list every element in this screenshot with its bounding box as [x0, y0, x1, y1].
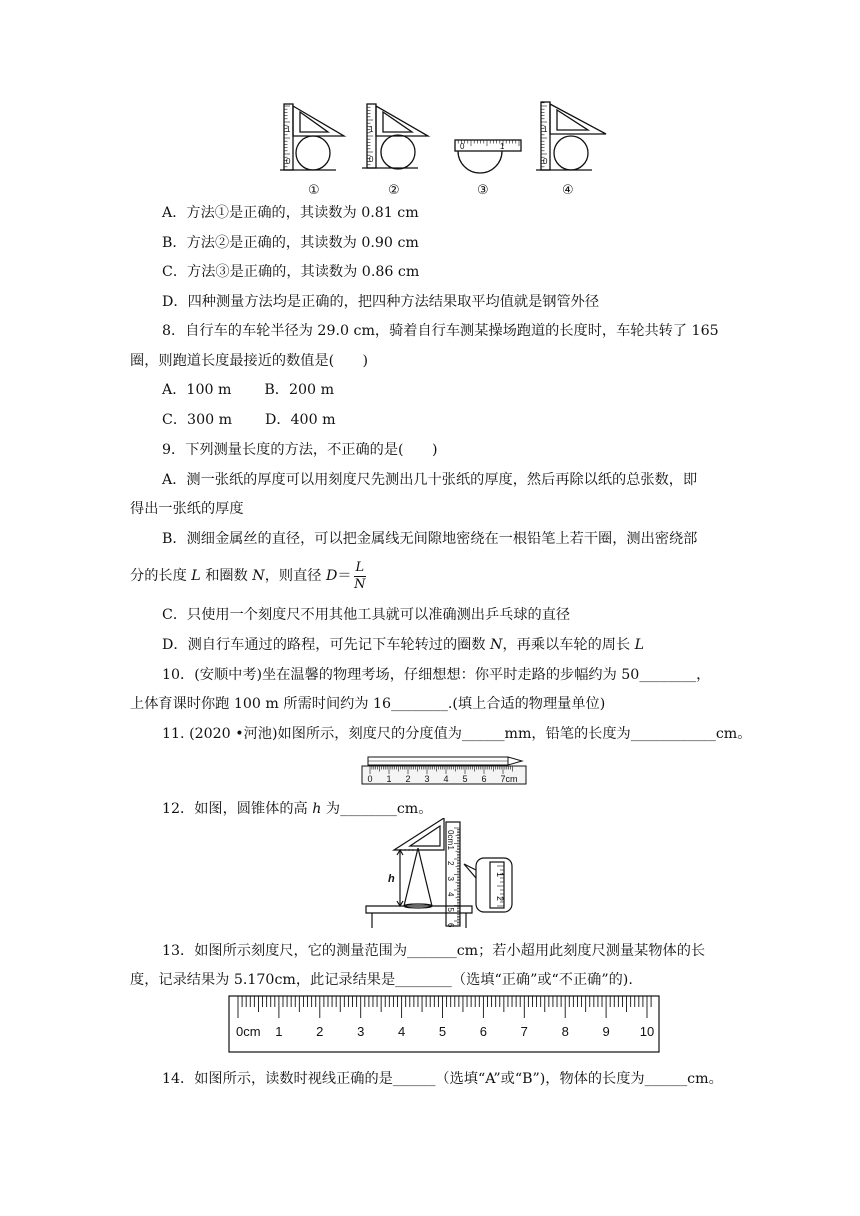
cone-height-label: h	[388, 873, 395, 885]
q8-stem-line1: 8．自行车的车轮半径为 29.0 cm，骑着自行车测某操场跑道的长度时，车轮共转了 165	[162, 323, 719, 339]
measure-method-3	[455, 140, 521, 173]
q11-pencil-ruler-figure	[360, 754, 530, 788]
ruler-label: 3	[357, 1024, 365, 1039]
svg-text:0: 0	[543, 157, 548, 166]
ruler-label: 3	[446, 876, 455, 881]
zoom-label-1: 1	[495, 872, 505, 878]
q9-option-a-line1: A．测一张纸的厚度可以用刻度尺先测出几十张纸的厚度，然后再除以纸的总张数，即	[162, 472, 698, 488]
ruler-label: 2	[316, 1024, 324, 1039]
fig7-label-2: ②	[388, 182, 400, 197]
ruler-label: 1	[275, 1024, 283, 1039]
ruler-label: 7cm	[500, 774, 518, 784]
q9-option-b-line2: 分的长度 L 和圈数 N，则直径 D＝ $\frac{L}{N}$	[130, 559, 366, 592]
svg-text:0: 0	[286, 157, 291, 166]
q13-line1: 13．如图所示刻度尺，它的测量范围为_______cm；若小超用此刻度尺测量某物体的长	[162, 943, 706, 959]
q7-figure	[270, 98, 620, 198]
svg-text:1: 1	[369, 125, 374, 134]
ruler-label: 6	[481, 774, 487, 784]
ruler-label: 3	[424, 774, 430, 784]
q13-ruler-figure	[228, 995, 660, 1055]
q7-option-c: C．方法③是正确的，其读数为 0.86 cm	[162, 264, 420, 280]
ruler-label: 6	[479, 1024, 488, 1039]
ruler-label: 2	[446, 861, 455, 866]
q14-stem: 14．如图所示，读数时视线正确的是______（选填“A”或“B”)，物体的长度为______cm。	[162, 1071, 723, 1087]
zoom-label-2: 2	[495, 896, 505, 902]
q9-option-c: C．只使用一个刻度尺不用其他工具就可以准确测出乒乓球的直径	[162, 607, 571, 623]
ruler-label: 0cm	[446, 830, 455, 846]
fig7-label-4: ④	[562, 182, 574, 197]
q13-line2: 度，记录结果为 5.170cm，此记录结果是________（选填“正确”或“不正确”的).	[130, 972, 633, 988]
ruler-label: 0	[367, 774, 373, 784]
q12-cone-figure	[360, 818, 520, 930]
ruler-label: 6	[446, 923, 455, 928]
svg-text:0: 0	[369, 155, 374, 164]
ruler-label: 4	[443, 774, 449, 784]
ruler-label: 9	[602, 1024, 610, 1039]
fig7-label-1: ①	[308, 182, 320, 197]
svg-text:1: 1	[286, 125, 291, 134]
diameter-fraction: $\frac{L}{N}$	[354, 559, 366, 592]
q7-option-b: B．方法②是正确的，其读数为 0.90 cm	[162, 235, 419, 251]
pencil	[368, 757, 522, 765]
q9-option-b-line1: B．测细金属丝的直径，可以把金属线无间隙地密绕在一根铅笔上若干圈，测出密绕部	[162, 531, 698, 547]
q10-line2: 上体育课时你跑 100 m 所需时间约为 16________.(填上合适的物理量单位)	[130, 696, 606, 712]
q7-option-d: D．四种测量方法均是正确的，把四种方法结果取平均值就是钢管外径	[162, 294, 600, 310]
cone	[404, 848, 432, 906]
ruler-label: 4	[397, 1024, 406, 1039]
ruler-label: 10	[639, 1024, 655, 1039]
ruler-label: 0cm	[236, 1024, 261, 1039]
ruler-label: 1	[446, 845, 455, 850]
q10-line1: 10．(安顺中考)坐在温馨的物理考场，仔细想想：你平时走路的步幅约为 50________，	[162, 667, 711, 683]
ruler-label: 5	[462, 774, 468, 784]
q9-option-a-line2: 得出一张纸的厚度	[130, 501, 244, 517]
q11-stem: 11. (2020 •河池)如图所示，刻度尺的分度值为______mm，铅笔的长度为____________cm。	[162, 726, 752, 742]
svg-text:0: 0	[460, 142, 465, 151]
q9-stem: 9．下列测量长度的方法，不正确的是( )	[162, 442, 438, 458]
ruler-label: 5	[438, 1024, 447, 1039]
q8-options-cd: C．300 m D．400 m	[162, 412, 336, 428]
q12-stem: 12．如图，圆锥体的高 h 为________cm。	[162, 801, 433, 817]
ruler-label: 5	[446, 907, 455, 912]
ruler-label: 1	[386, 774, 392, 784]
q8-stem-line2: 圈，则跑道长度最接近的数值是( )	[130, 353, 369, 369]
q9-option-d: D．测自行车通过的路程，可先记下车轮转过的圈数 N，再乘以车轮的周长 L	[162, 637, 645, 653]
fig7-label-3: ③	[477, 182, 489, 197]
q8-options-ab: A．100 m B．200 m	[162, 382, 335, 398]
ruler-label: 8	[561, 1024, 569, 1039]
svg-text:1: 1	[543, 125, 548, 134]
ruler-label: 2	[405, 774, 411, 784]
svg-text:1: 1	[500, 142, 505, 151]
q7-option-a: A．方法①是正确的，其读数为 0.81 cm	[162, 205, 419, 221]
ruler-label: 4	[446, 892, 455, 897]
ruler-label: 7	[520, 1024, 528, 1039]
